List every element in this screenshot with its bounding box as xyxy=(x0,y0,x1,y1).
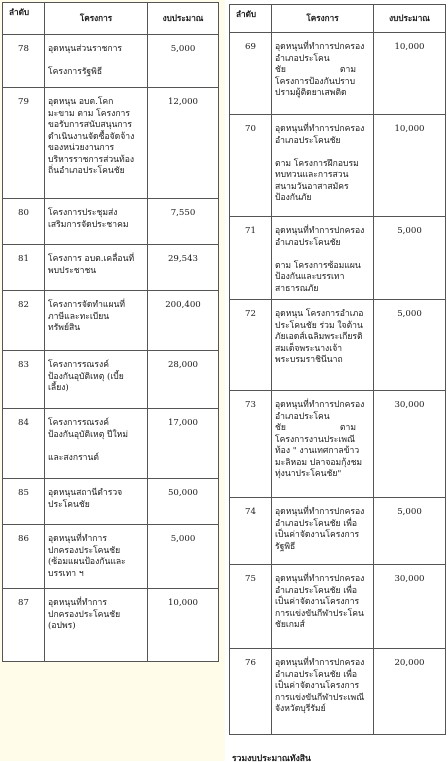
table-header-row xyxy=(230,5,446,33)
project-line: โครงการป้องกันปราบ xyxy=(275,76,356,87)
project-line: ปกครองประโคนชัย xyxy=(48,609,121,620)
project-line: อำเภอประโคนชัย xyxy=(275,237,341,248)
project-line: ภาษีและทะเบียน xyxy=(48,311,110,322)
project-cell xyxy=(272,33,374,115)
project-line: อุดหนุนที่ทำการปกครอง xyxy=(275,124,365,134)
project-line: บรรเทา ฯ xyxy=(48,568,84,579)
column-header-budget: งบประมาณ xyxy=(148,3,219,35)
budget-amount: 5,000 xyxy=(374,498,446,565)
project-line: ปรามผู้ติดยาเสพติด xyxy=(275,88,347,98)
table-row xyxy=(3,291,219,351)
project-word: ตาม xyxy=(339,423,356,433)
project-line: ตาม โครงการฝึกอบรม xyxy=(275,158,359,169)
column-header-project: โครงการ xyxy=(45,3,148,35)
project-line: มะลิหอม ปลาจอมกุ้งชม xyxy=(275,457,363,468)
budget-amount: 10,000 xyxy=(374,33,446,115)
project-line: จังหวัดบุรีรัมย์ xyxy=(275,704,326,714)
project-line: อุดหนุนสถานีตำรวจ xyxy=(48,488,123,498)
project-cell xyxy=(272,115,374,217)
project-line: ปกครองประโคนชัย xyxy=(48,545,121,556)
project-cell xyxy=(45,35,148,88)
row-number: 84 xyxy=(3,409,45,479)
project-cell xyxy=(272,565,374,649)
project-cell xyxy=(272,649,374,735)
project-line: อุดหนุนที่ทำการปกครอง xyxy=(275,574,365,584)
project-line: ชัยเกมส์ xyxy=(275,620,305,630)
table-row xyxy=(230,649,446,735)
project-line: ป้องกันภัย xyxy=(275,193,312,203)
project-cell xyxy=(45,88,148,199)
budget-amount: 10,000 xyxy=(374,115,446,217)
project-line: โครงการจัดทำแผนที่ xyxy=(48,300,126,310)
row-number: 80 xyxy=(3,199,45,245)
project-line: โครงการงานประเพณี xyxy=(275,434,355,445)
project-line: อำเภอประโคน xyxy=(275,53,330,64)
table-row xyxy=(3,479,219,525)
row-number: 87 xyxy=(3,589,45,662)
project-line: อุดหนุนส่วนราชการ xyxy=(48,44,123,54)
project-cell xyxy=(45,245,148,291)
budget-amount: 30,000 xyxy=(374,565,446,649)
project-line: สนามวันอาสาสมัคร xyxy=(275,181,349,192)
table-row xyxy=(230,565,446,649)
row-number: 70 xyxy=(230,115,272,217)
project-line: อุดหนุนที่ทำการปกครอง xyxy=(275,658,365,668)
project-line: รัฐพิธี xyxy=(275,541,296,552)
budget-amount: 17,000 xyxy=(148,409,219,479)
row-number: 82 xyxy=(3,291,45,351)
project-line: อุดหนุน อบต.โคก xyxy=(48,97,114,107)
budget-table-left xyxy=(2,2,219,662)
project-cell xyxy=(272,391,374,498)
row-number: 71 xyxy=(230,217,272,300)
budget-amount: 29,543 xyxy=(148,245,219,291)
row-number: 72 xyxy=(230,300,272,391)
project-line: บริหารราชการส่วนท้อง xyxy=(48,154,135,165)
budget-amount: 5,000 xyxy=(374,300,446,391)
project-line: โครงการรณรงค์ xyxy=(48,360,109,370)
budget-amount: 5,000 xyxy=(374,217,446,300)
budget-amount: 20,000 xyxy=(374,649,446,735)
project-line: ดำเนินงานจัดซื้อจัดจ้าง xyxy=(48,131,135,142)
project-line: ตาม โครงการซ้อมแผน xyxy=(275,260,361,271)
project-line: ขอรับการสนับสนุนการ xyxy=(48,120,132,130)
table-row xyxy=(230,300,446,391)
project-line: การแข่งขันกีฬาประโคน xyxy=(275,608,364,619)
table-row xyxy=(230,498,446,565)
project-line: อุดหนุนที่ทำการ xyxy=(48,598,107,608)
table-row xyxy=(230,391,446,498)
project-line: อำเภอประโคนชัย เพื่อ xyxy=(275,669,358,680)
table-row xyxy=(3,35,219,88)
project-cell xyxy=(45,589,148,662)
project-line: อุดหนุนที่ทำการปกครอง xyxy=(275,42,365,52)
project-line: อุดหนุนที่ทำการ xyxy=(48,534,107,544)
row-number: 86 xyxy=(3,525,45,589)
project-line: เสริมการจัดประชาคม xyxy=(48,219,129,230)
project-line: ภัยเอดส์เฉลิมพระเกียรติ xyxy=(275,332,363,342)
budget-amount: 30,000 xyxy=(374,391,446,498)
table-row xyxy=(3,409,219,479)
project-line xyxy=(275,65,370,77)
table-row xyxy=(230,217,446,300)
project-line: ป้องกันอุบัติเหตุ (เบี้ย xyxy=(48,371,124,382)
project-line: สาธารณภัย xyxy=(275,283,319,294)
project-line: มะขาม ตาม โครงการ xyxy=(48,108,131,119)
column-header-no: ลำดับ xyxy=(230,5,272,33)
project-line: ถิ่นอำเภอประโคนชัย xyxy=(48,166,125,176)
column-header-no: ลำดับ xyxy=(3,3,45,35)
project-line: ทบทวนและการสวน xyxy=(275,170,349,180)
row-number: 85 xyxy=(3,479,45,525)
project-cell xyxy=(45,199,148,245)
row-number: 75 xyxy=(230,565,272,649)
blank-line xyxy=(275,249,370,261)
project-line: ป้องกันอุบัติเหตุ ปีใหม่ xyxy=(48,429,128,440)
table-header-row xyxy=(3,3,219,35)
table-row xyxy=(3,589,219,662)
project-cell xyxy=(272,498,374,565)
footer-total-label: รวมงบประมาณทั้งสิ้น xyxy=(232,754,311,762)
project-cell xyxy=(45,409,148,479)
row-number: 69 xyxy=(230,33,272,115)
row-number: 78 xyxy=(3,35,45,88)
table-row xyxy=(230,33,446,115)
project-word: ชัย xyxy=(275,423,286,433)
table-row xyxy=(3,525,219,589)
row-number: 79 xyxy=(3,88,45,199)
budget-table-right xyxy=(229,4,446,735)
project-line: อุดหนุน โครงการอำเภอ xyxy=(275,309,364,319)
blank-line xyxy=(48,56,144,68)
project-line: อุดหนุนที่ทำการปกครอง xyxy=(275,400,365,410)
project-cell xyxy=(45,291,148,351)
project-line: อำเภอประโคนชัย เพื่อ xyxy=(275,585,358,596)
project-line: พบประชาชน xyxy=(48,265,97,276)
row-number: 74 xyxy=(230,498,272,565)
budget-amount: 200,400 xyxy=(148,291,219,351)
budget-amount: 5,000 xyxy=(148,525,219,589)
table-row xyxy=(3,245,219,291)
project-line: อำเภอประโคน xyxy=(275,411,330,422)
project-line: ประโคนชัย xyxy=(48,499,90,510)
project-line: โครงการประชุมส่ง xyxy=(48,208,118,218)
project-line: สมเด็จพระนางเจ้า xyxy=(275,343,343,354)
project-line: ท้อง " งานเทศกาลข้าว xyxy=(275,446,360,456)
project-line: เป็นค่าจัดงานโครงการ xyxy=(275,530,360,540)
row-number: 81 xyxy=(3,245,45,291)
project-line: และสงกรานต์ xyxy=(48,452,99,463)
row-number: 83 xyxy=(3,351,45,409)
project-line: เลี้ยง) xyxy=(48,383,69,393)
project-line: การแข่งขันกีฬาประเพณี xyxy=(275,692,365,703)
blank-line xyxy=(48,441,144,453)
project-cell xyxy=(272,300,374,391)
project-cell xyxy=(272,217,374,300)
budget-amount: 28,000 xyxy=(148,351,219,409)
project-line: เป็นค่าจัดงานโครงการ xyxy=(275,597,360,607)
project-line: โครงการรัฐพิธี xyxy=(48,67,103,77)
project-line: ของหน่วยงานการ xyxy=(48,143,115,153)
table-row xyxy=(3,88,219,199)
table-row xyxy=(230,115,446,217)
project-cell xyxy=(45,351,148,409)
project-word: ตาม xyxy=(339,65,356,75)
project-cell xyxy=(45,479,148,525)
project-line: อำเภอประโคนชัย เพื่อ xyxy=(275,518,358,529)
project-line xyxy=(275,423,370,435)
project-line: โครงการ อบต.เคลื่อนที่ xyxy=(48,254,135,264)
column-header-budget: งบประมาณ xyxy=(374,5,446,33)
project-line: โครงการรณรงค์ xyxy=(48,418,109,428)
project-word: ชัย xyxy=(275,65,286,75)
column-header-project: โครงการ xyxy=(272,5,374,33)
project-line: ประโคนชัย ร่วม ใจต้าน xyxy=(275,320,363,331)
project-cell xyxy=(45,525,148,589)
budget-amount: 7,550 xyxy=(148,199,219,245)
project-line: ทุ่งนาประโคนชัย" xyxy=(275,469,342,479)
budget-amount: 50,000 xyxy=(148,479,219,525)
project-line: อุดหนุนที่ทำการปกครอง xyxy=(275,226,365,236)
project-line: (อปพร) xyxy=(48,621,76,631)
project-line: พระบรมราชินีนาถ xyxy=(275,355,343,365)
table-row xyxy=(3,351,219,409)
budget-amount: 5,000 xyxy=(148,35,219,88)
project-line: ทรัพย์สิน xyxy=(48,323,81,333)
project-line: อุดหนุนที่ทำการปกครอง xyxy=(275,507,365,517)
budget-amount: 12,000 xyxy=(148,88,219,199)
budget-amount: 10,000 xyxy=(148,589,219,662)
project-line: อำเภอประโคนชัย xyxy=(275,135,341,146)
project-line: ป้องกันและบรรเทา xyxy=(275,272,345,282)
project-line: (ซ้อมแผนป้องกันและ xyxy=(48,557,126,567)
table-row xyxy=(3,199,219,245)
row-number: 73 xyxy=(230,391,272,498)
blank-line xyxy=(275,147,370,159)
project-line: เป็นค่าจัดงานโครงการ xyxy=(275,681,360,691)
row-number: 76 xyxy=(230,649,272,735)
